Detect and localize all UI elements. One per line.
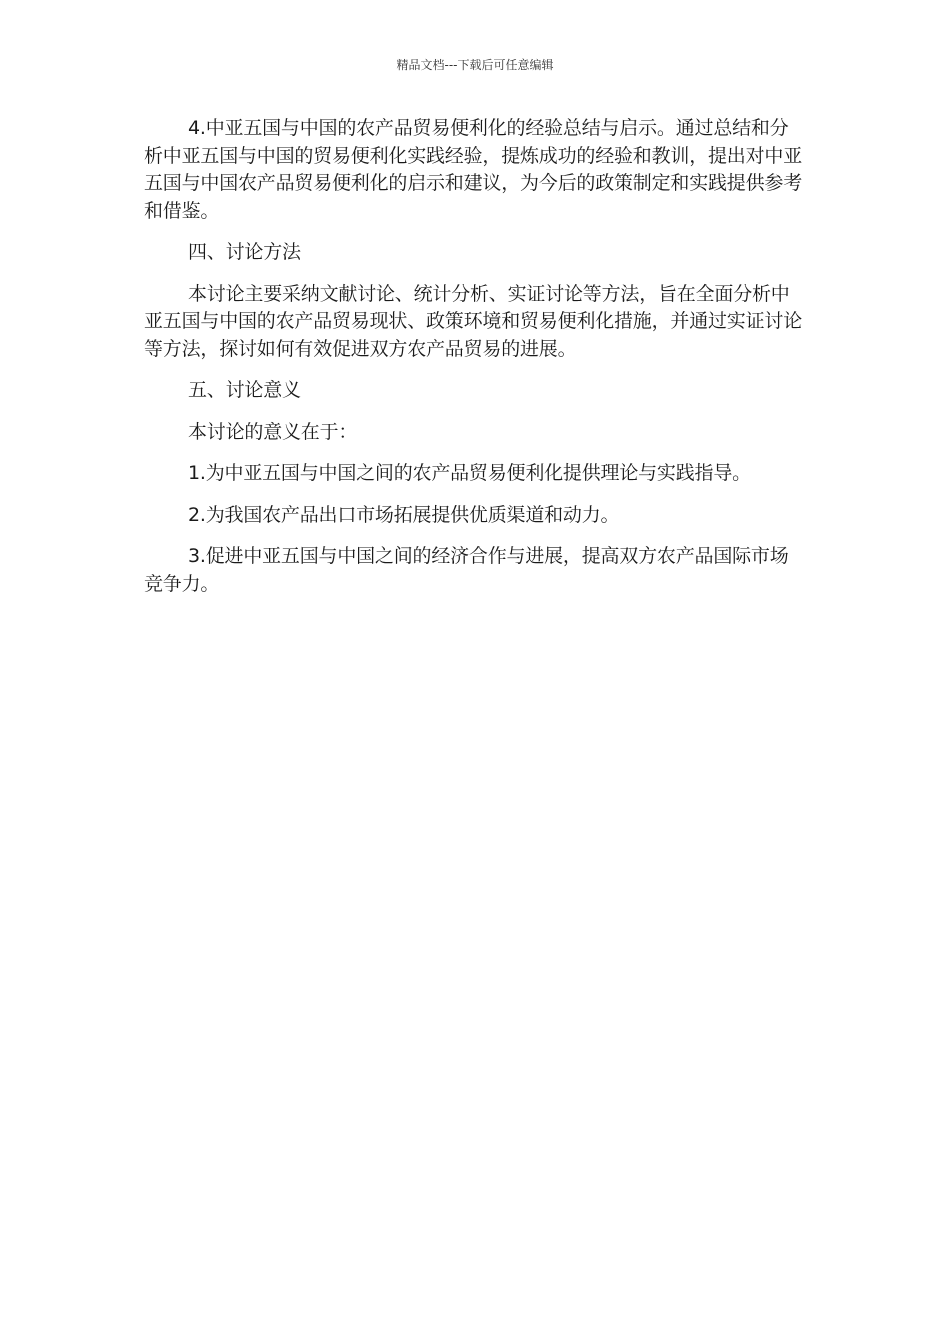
paragraph-methods: 本讨论主要采纳文献讨论、统计分析、实证讨论等方法，旨在全面分析中亚五国与中国的农产品贸易现状、政策环境和贸易便利化措施，并通过实证讨论等方法，探讨如何有效促进双方农产品贸易的进展。 — [144, 282, 803, 360]
paragraph-significance-intro: 本讨论的意义在于： — [188, 420, 358, 443]
list-item-significance-1: 1.为中亚五国与中国之间的农产品贸易便利化提供理论与实践指导。 — [188, 462, 751, 484]
section-heading-significance: 五、讨论意义 — [188, 379, 301, 401]
list-item-significance-2: 2.为我国农产品出口市场拓展提供优质渠道和动力。 — [188, 503, 620, 526]
paragraph-summary-insights: 4.中亚五国与中国的农产品贸易便利化的经验总结与启示。通过总结和分析中亚五国与中国的贸易便利化实践经验，提炼成功的经验和教训，提出对中亚五国与中国农产品贸易便利化的启示和建议，为今后的政策制定和实践提供参考和借鉴。 — [144, 117, 803, 222]
page-header: 精品文档---下载后可任意编辑 — [396, 58, 554, 72]
list-item-significance-3: 3.促进中亚五国与中国之间的经济合作与进展，提高双方农产品国际市场竞争力。 — [144, 545, 789, 595]
section-heading-methods: 四、讨论方法 — [188, 241, 301, 263]
document-body — [144, 115, 804, 612]
